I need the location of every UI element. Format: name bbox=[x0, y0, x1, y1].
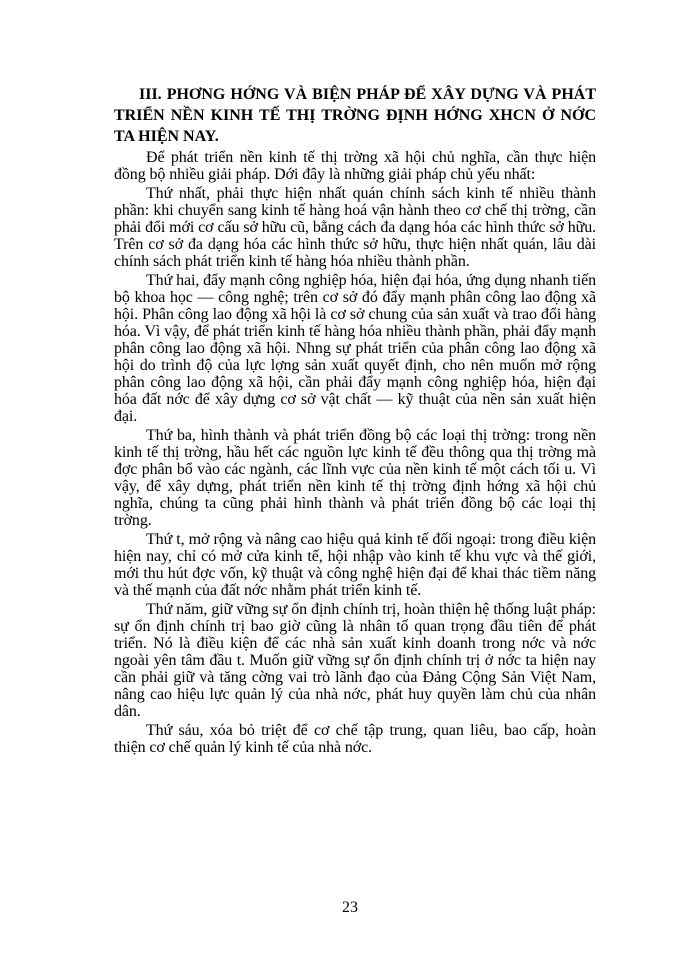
paragraph-intro: Để phát triển nền kinh tế thị trờng xã hội chủ nghĩa, cần thực hiện đồng bộ nhiều giải pháp. Dới đây là những giải pháp chủ yếu nhất: bbox=[114, 149, 596, 183]
section-heading: III. PHƠNG HỚNG VÀ BIỆN PHÁP ĐỂ XÂY DỰNG VÀ PHÁT TRIỂN NỀN KINH TẾ THỊ TRỜNG ĐỊNH HỚNG XHCN Ở NỚC TA HIỆN NAY. bbox=[114, 86, 596, 145]
paragraph-first-solution: Thứ nhất, phải thực hiện nhất quán chính sách kinh tế nhiều thành phần: khi chuyển sang kinh tế hàng hoá vận hành theo cơ chế thị trờng, cần phải đổi mới cơ cấu sở hữu cũ, bằng cách đa dạng hóa các hình thức sở hữu. Trên cơ sở đa dạng hóa các hình thức sở hữu, thực hiện nhất quán, lâu dài chính sách phát triển kinh tế hàng hóa nhiều thành phần. bbox=[114, 185, 596, 270]
page-number: 23 bbox=[342, 899, 358, 916]
paragraph-third-solution: Thứ ba, hình thành và phát triển đồng bộ các loại thị trờng: trong nền kinh tế thị trờng, hầu hết các nguồn lực kinh tế đều thông qua thị trờng mà đợc phân bổ vào các ngành, các lĩnh vực của nền kinh tế một cách tối u. Vì vậy, để xây dựng, phát triển nền kinh tế thị trờng định hớng xã hội chủ nghĩa, chúng ta cũng phải hình thành và phát triển đồng bộ các loại thị trờng. bbox=[114, 427, 596, 529]
paragraph-fourth-solution: Thứ t, mở rộng và nâng cao hiệu quả kinh tế đối ngoại: trong điều kiện hiện nay, chỉ có mở cửa kinh tế, hội nhập vào kinh tế khu vực và thế giới, mới thu hút đợc vốn, kỹ thuật và công nghệ hiện đại để khai thác tiềm năng và thế mạnh của đất nớc nhằm phát triển kinh tế. bbox=[114, 531, 596, 599]
paragraph-second-solution: Thứ hai, đẩy mạnh công nghiệp hóa, hiện đại hóa, ứng dụng nhanh tiến bộ khoa học — công nghệ; trên cơ sở đó đẩy mạnh phân công lao động xã hội. Phân công lao động xã hội là cơ sở chung của sản xuất và trao đổi hàng hóa. Vì vậy, để phát triển kinh tế hàng hóa nhiều thành phần, phải đẩy mạnh phân công lao động xã hội. Nhng sự phát triển của phân công lao động xã hội do trình độ của lực lợng sản xuất quyết định, cho nên muốn mở rộng phân công lao động xã hội, cần phải đẩy mạnh công nghiệp hóa, hiện đại hóa đất nớc để xây dựng cơ sở vật chất — kỹ thuật của nền sản xuất hiện đại. bbox=[114, 272, 596, 425]
paragraph-fifth-solution: Thứ năm, giữ vững sự ổn định chính trị, hoàn thiện hệ thống luật pháp: sự ổn định chính trị bao giờ cũng là nhân tố quan trọng đầu tiên để phát triển. Nó là điều kiện để các nhà sản xuất kinh doanh trong nớc và nớc ngoài yên tâm đầu t. Muốn giữ vững sự ổn định chính trị ở nớc ta hiện nay cần phải giữ và tăng cờng vai trò lãnh đạo của Đảng Cộng Sản Việt Nam, nâng cao hiệu lực quản lý của nhà nớc, phát huy quyền làm chủ của nhân dân. bbox=[114, 601, 596, 720]
paragraph-sixth-solution: Thứ sáu, xóa bỏ triệt để cơ chế tập trung, quan liêu, bao cấp, hoàn thiện cơ chế quản lý kinh tế của nhà nớc. bbox=[114, 722, 596, 756]
document-page bbox=[114, 84, 596, 758]
